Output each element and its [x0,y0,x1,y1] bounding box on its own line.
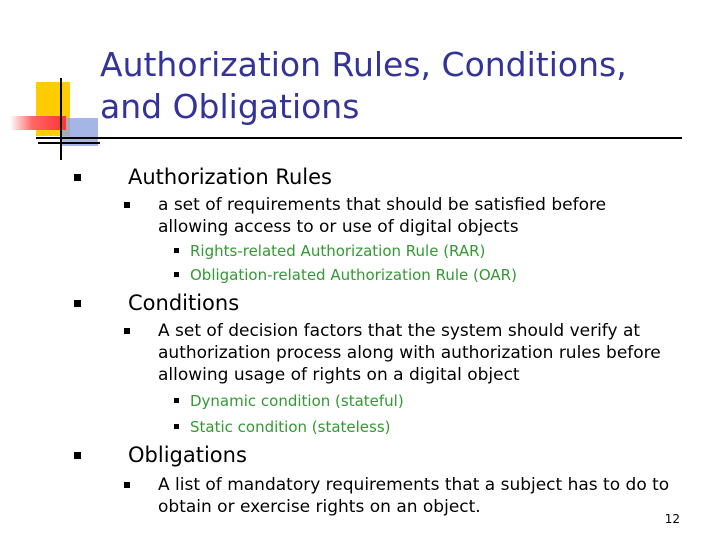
square-bullet-icon [174,398,179,403]
square-bullet-icon [74,300,81,307]
decorative-vertical-line [60,78,62,160]
square-bullet-icon [124,328,130,334]
title-underline [36,137,682,139]
slide-title-line2: and Obligations [100,87,360,126]
section-heading: Obligations [128,443,247,467]
slide-title-line1: Authorization Rules, Conditions, [100,45,627,84]
page-number: 12 [664,512,680,526]
description-line: A list of mandatory requirements that a subject has to do to [158,475,670,495]
square-bullet-icon [74,174,81,181]
square-bullet-icon [74,452,81,459]
square-bullet-icon [174,424,179,429]
description-line: allowing usage of rights on a digital object [158,365,520,385]
description-line: authorization process along with authorization rules before [158,343,661,363]
description-line: a set of requirements that should be satisfied before [158,195,607,215]
decorative-horizontal-line [38,142,100,144]
decorative-red-bar [10,116,66,130]
square-bullet-icon [124,482,130,488]
subitem-text: Static condition (stateless) [190,418,391,436]
square-bullet-icon [174,272,179,277]
section-heading: Conditions [128,291,240,315]
slide-title [100,44,700,128]
description-line: allowing access to or use of digital objects [158,217,519,237]
description-line: A set of decision factors that the system should verify at [158,321,641,341]
square-bullet-icon [124,202,130,208]
subitem-text: Rights-related Authorization Rule (RAR) [190,242,486,260]
description-line: obtain or exercise rights on an object. [158,497,481,517]
section-heading: Authorization Rules [128,165,332,189]
subitem-text: Obligation-related Authorization Rule (OAR) [190,266,517,284]
square-bullet-icon [174,248,179,253]
subitem-text: Dynamic condition (stateful) [190,392,404,410]
